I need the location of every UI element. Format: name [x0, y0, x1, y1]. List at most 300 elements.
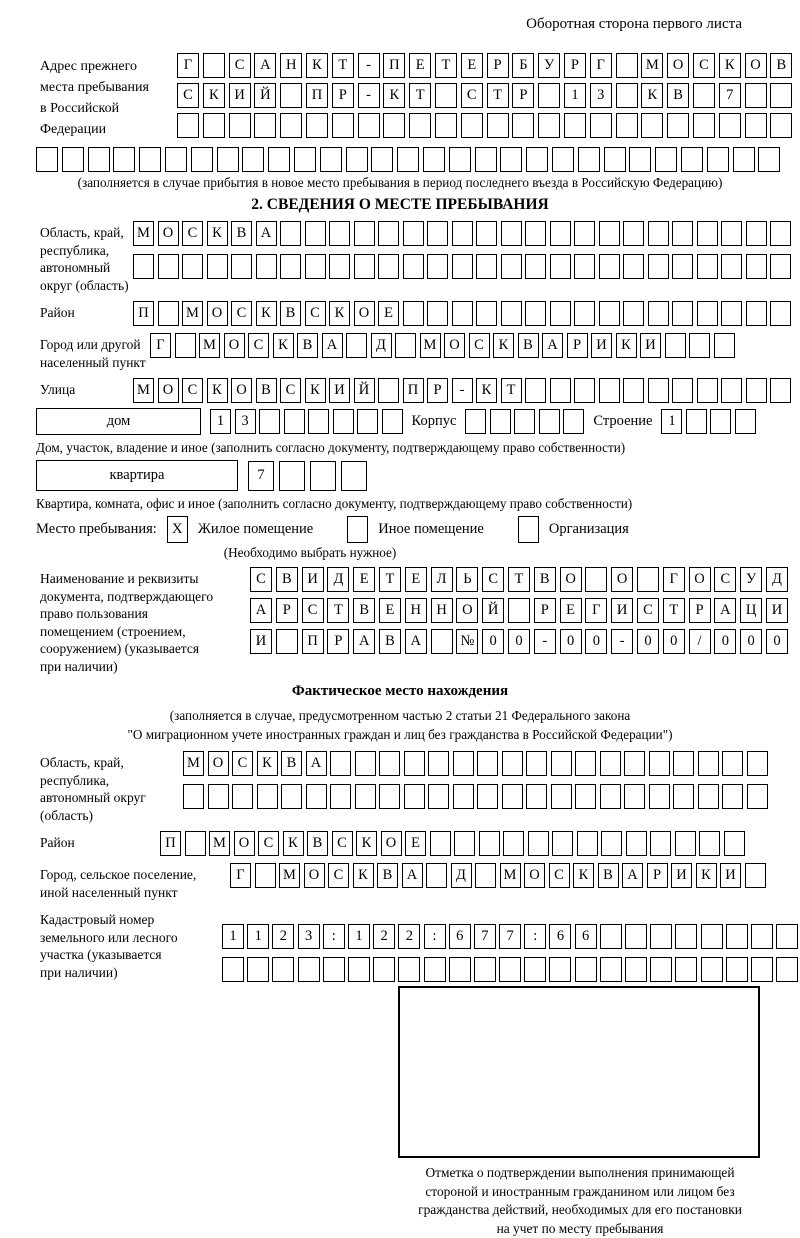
char-box[interactable] [672, 221, 693, 246]
char-box[interactable] [379, 751, 400, 776]
char-box[interactable] [465, 409, 486, 434]
char-box[interactable]: Е [378, 301, 399, 326]
char-box[interactable]: Н [280, 53, 302, 78]
char-box[interactable] [698, 784, 719, 809]
char-box[interactable] [501, 221, 522, 246]
char-box[interactable]: К [283, 831, 304, 856]
char-box[interactable] [721, 254, 742, 279]
char-box[interactable] [746, 301, 767, 326]
char-box[interactable] [697, 254, 718, 279]
char-box[interactable]: Т [379, 567, 401, 592]
char-box[interactable]: О [304, 863, 325, 888]
char-box[interactable] [357, 409, 378, 434]
char-box[interactable] [616, 83, 638, 108]
char-box[interactable] [525, 378, 546, 403]
char-box[interactable] [428, 751, 449, 776]
char-box[interactable] [746, 221, 767, 246]
char-box[interactable]: М [133, 378, 154, 403]
char-box[interactable]: 6 [575, 924, 597, 949]
char-box[interactable]: А [254, 53, 276, 78]
char-box[interactable] [222, 957, 244, 982]
char-box[interactable] [256, 254, 277, 279]
char-box[interactable]: 2 [373, 924, 395, 949]
char-box[interactable] [242, 147, 264, 172]
char-box[interactable]: А [405, 629, 427, 654]
char-box[interactable] [699, 831, 720, 856]
char-box[interactable] [404, 751, 425, 776]
char-box[interactable]: Й [482, 598, 504, 623]
char-box[interactable]: П [383, 53, 405, 78]
char-box[interactable] [203, 53, 225, 78]
char-box[interactable] [770, 254, 791, 279]
char-box[interactable]: К [719, 53, 741, 78]
char-box[interactable] [726, 924, 748, 949]
char-box[interactable]: Т [332, 53, 354, 78]
char-box[interactable] [378, 254, 399, 279]
char-box[interactable] [306, 784, 327, 809]
apartment-type-box[interactable]: квартира [36, 460, 238, 491]
char-box[interactable]: Л [431, 567, 453, 592]
char-box[interactable]: 7 [499, 924, 521, 949]
char-box[interactable] [681, 147, 703, 172]
char-box[interactable] [751, 957, 773, 982]
char-box[interactable] [341, 461, 367, 491]
char-box[interactable]: Т [663, 598, 685, 623]
char-box[interactable]: М [420, 333, 441, 358]
char-box[interactable] [745, 83, 767, 108]
char-box[interactable] [672, 378, 693, 403]
char-box[interactable] [625, 924, 647, 949]
char-box[interactable] [675, 924, 697, 949]
char-box[interactable] [398, 957, 420, 982]
char-box[interactable] [770, 113, 792, 138]
char-box[interactable]: Е [560, 598, 582, 623]
char-box[interactable]: И [766, 598, 788, 623]
char-box[interactable]: - [358, 83, 380, 108]
char-box[interactable]: В [598, 863, 619, 888]
char-box[interactable]: К [207, 378, 228, 403]
checkbox-dwelling[interactable]: X [167, 516, 188, 543]
char-box[interactable]: П [302, 629, 324, 654]
char-box[interactable] [551, 784, 572, 809]
char-box[interactable]: В [231, 221, 252, 246]
char-box[interactable]: Д [451, 863, 472, 888]
char-box[interactable] [397, 147, 419, 172]
char-box[interactable] [474, 957, 496, 982]
char-box[interactable]: - [358, 53, 380, 78]
char-box[interactable] [183, 784, 204, 809]
char-box[interactable] [453, 751, 474, 776]
char-box[interactable]: Р [276, 598, 298, 623]
char-box[interactable]: Р [534, 598, 556, 623]
char-box[interactable] [707, 147, 729, 172]
char-box[interactable] [501, 301, 522, 326]
char-box[interactable] [355, 751, 376, 776]
char-box[interactable]: С [182, 221, 203, 246]
char-box[interactable] [648, 301, 669, 326]
char-box[interactable] [435, 113, 457, 138]
char-box[interactable] [649, 751, 670, 776]
char-box[interactable] [185, 831, 206, 856]
char-box[interactable] [305, 254, 326, 279]
char-box[interactable]: Р [327, 629, 349, 654]
char-box[interactable] [308, 409, 329, 434]
char-box[interactable]: Д [327, 567, 349, 592]
char-box[interactable] [550, 378, 571, 403]
char-box[interactable]: С [232, 751, 253, 776]
char-box[interactable]: С [482, 567, 504, 592]
char-box[interactable] [177, 113, 199, 138]
char-box[interactable] [721, 221, 742, 246]
char-box[interactable]: Г [150, 333, 171, 358]
char-box[interactable]: Т [327, 598, 349, 623]
char-box[interactable] [452, 221, 473, 246]
char-box[interactable]: А [542, 333, 563, 358]
char-box[interactable]: Т [487, 83, 509, 108]
char-box[interactable] [403, 254, 424, 279]
char-box[interactable] [378, 221, 399, 246]
char-box[interactable]: К [641, 83, 663, 108]
char-box[interactable]: С [549, 863, 570, 888]
char-box[interactable]: Т [508, 567, 530, 592]
char-box[interactable] [454, 831, 475, 856]
char-box[interactable] [710, 409, 731, 434]
char-box[interactable] [697, 301, 718, 326]
char-box[interactable]: О [224, 333, 245, 358]
char-box[interactable] [371, 147, 393, 172]
char-box[interactable] [525, 221, 546, 246]
char-box[interactable] [431, 629, 453, 654]
char-box[interactable] [599, 221, 620, 246]
char-box[interactable] [427, 301, 448, 326]
char-box[interactable]: 3 [298, 924, 320, 949]
char-box[interactable] [403, 301, 424, 326]
char-box[interactable] [477, 784, 498, 809]
char-box[interactable] [229, 113, 251, 138]
char-box[interactable]: В [667, 83, 689, 108]
char-box[interactable] [673, 751, 694, 776]
char-box[interactable]: П [403, 378, 424, 403]
char-box[interactable]: О [560, 567, 582, 592]
char-box[interactable] [616, 53, 638, 78]
char-box[interactable] [604, 147, 626, 172]
char-box[interactable]: В [770, 53, 792, 78]
char-box[interactable] [623, 221, 644, 246]
char-box[interactable]: С [182, 378, 203, 403]
char-box[interactable]: С [637, 598, 659, 623]
char-box[interactable]: 0 [766, 629, 788, 654]
char-box[interactable]: О [158, 221, 179, 246]
char-box[interactable]: О [231, 378, 252, 403]
char-box[interactable] [650, 957, 672, 982]
char-box[interactable]: К [616, 333, 637, 358]
char-box[interactable]: А [306, 751, 327, 776]
char-box[interactable] [259, 409, 280, 434]
char-box[interactable]: П [306, 83, 328, 108]
char-box[interactable]: К [256, 301, 277, 326]
char-box[interactable] [701, 957, 723, 982]
char-box[interactable]: В [280, 301, 301, 326]
char-box[interactable] [722, 751, 743, 776]
char-box[interactable] [550, 221, 571, 246]
char-box[interactable] [139, 147, 161, 172]
char-box[interactable] [564, 113, 586, 138]
char-box[interactable] [403, 221, 424, 246]
char-box[interactable]: М [209, 831, 230, 856]
char-box[interactable]: Е [409, 53, 431, 78]
char-box[interactable] [475, 147, 497, 172]
char-box[interactable]: 1 [348, 924, 370, 949]
char-box[interactable] [574, 254, 595, 279]
char-box[interactable]: С [461, 83, 483, 108]
char-box[interactable] [452, 301, 473, 326]
char-box[interactable]: К [273, 333, 294, 358]
char-box[interactable] [623, 254, 644, 279]
char-box[interactable]: - [534, 629, 556, 654]
char-box[interactable]: О [456, 598, 478, 623]
char-box[interactable] [158, 301, 179, 326]
char-box[interactable] [191, 147, 213, 172]
char-box[interactable] [501, 254, 522, 279]
char-box[interactable] [551, 751, 572, 776]
char-box[interactable] [165, 147, 187, 172]
char-box[interactable]: М [641, 53, 663, 78]
char-box[interactable]: С [177, 83, 199, 108]
char-box[interactable] [751, 924, 773, 949]
char-box[interactable]: Р [647, 863, 668, 888]
char-box[interactable] [333, 409, 354, 434]
char-box[interactable]: 6 [449, 924, 471, 949]
char-box[interactable] [526, 784, 547, 809]
char-box[interactable] [182, 254, 203, 279]
char-box[interactable] [538, 83, 560, 108]
char-box[interactable] [549, 957, 571, 982]
char-box[interactable]: С [332, 831, 353, 856]
char-box[interactable] [698, 751, 719, 776]
char-box[interactable] [477, 751, 498, 776]
char-box[interactable]: : [524, 924, 546, 949]
char-box[interactable] [623, 378, 644, 403]
char-box[interactable]: И [229, 83, 251, 108]
char-box[interactable]: М [183, 751, 204, 776]
char-box[interactable] [373, 957, 395, 982]
char-box[interactable]: Е [353, 567, 375, 592]
char-box[interactable] [452, 254, 473, 279]
char-box[interactable] [667, 113, 689, 138]
char-box[interactable] [487, 113, 509, 138]
char-box[interactable]: Ц [740, 598, 762, 623]
char-box[interactable] [650, 831, 671, 856]
char-box[interactable] [746, 378, 767, 403]
char-box[interactable]: О [158, 378, 179, 403]
char-box[interactable] [247, 957, 269, 982]
char-box[interactable]: И [671, 863, 692, 888]
char-box[interactable]: 3 [590, 83, 612, 108]
char-box[interactable] [36, 147, 58, 172]
char-box[interactable] [254, 113, 276, 138]
char-box[interactable] [673, 784, 694, 809]
char-box[interactable]: Е [379, 598, 401, 623]
char-box[interactable] [538, 113, 560, 138]
char-box[interactable]: Г [230, 863, 251, 888]
char-box[interactable] [280, 113, 302, 138]
char-box[interactable]: Р [487, 53, 509, 78]
char-box[interactable]: П [133, 301, 154, 326]
char-box[interactable]: 6 [549, 924, 571, 949]
char-box[interactable]: К [207, 221, 228, 246]
char-box[interactable]: О [689, 567, 711, 592]
char-box[interactable] [650, 924, 672, 949]
char-box[interactable]: Г [590, 53, 612, 78]
char-box[interactable] [329, 221, 350, 246]
char-box[interactable]: Р [689, 598, 711, 623]
char-box[interactable] [383, 113, 405, 138]
char-box[interactable] [575, 957, 597, 982]
char-box[interactable]: С [231, 301, 252, 326]
char-box[interactable] [404, 784, 425, 809]
char-box[interactable]: И [329, 378, 350, 403]
char-box[interactable] [575, 751, 596, 776]
char-box[interactable] [697, 378, 718, 403]
char-box[interactable] [746, 254, 767, 279]
char-box[interactable] [649, 784, 670, 809]
char-box[interactable] [525, 254, 546, 279]
char-box[interactable] [574, 378, 595, 403]
char-box[interactable] [503, 831, 524, 856]
char-box[interactable]: С [280, 378, 301, 403]
char-box[interactable] [770, 83, 792, 108]
char-box[interactable] [601, 831, 622, 856]
char-box[interactable] [758, 147, 780, 172]
char-box[interactable]: С [302, 598, 324, 623]
char-box[interactable] [476, 254, 497, 279]
char-box[interactable] [735, 409, 756, 434]
char-box[interactable] [453, 784, 474, 809]
char-box[interactable] [476, 221, 497, 246]
char-box[interactable]: В [379, 629, 401, 654]
char-box[interactable]: И [591, 333, 612, 358]
char-box[interactable]: К [356, 831, 377, 856]
char-box[interactable]: К [305, 378, 326, 403]
char-box[interactable] [641, 113, 663, 138]
char-box[interactable] [745, 113, 767, 138]
char-box[interactable]: С [229, 53, 251, 78]
char-box[interactable]: Г [585, 598, 607, 623]
char-box[interactable]: М [133, 221, 154, 246]
char-box[interactable]: И [302, 567, 324, 592]
char-box[interactable]: С [250, 567, 272, 592]
char-box[interactable] [770, 221, 791, 246]
char-box[interactable] [745, 863, 766, 888]
char-box[interactable]: В [256, 378, 277, 403]
char-box[interactable]: О [444, 333, 465, 358]
char-box[interactable] [329, 254, 350, 279]
char-box[interactable]: Б [512, 53, 534, 78]
char-box[interactable]: О [611, 567, 633, 592]
char-box[interactable] [599, 254, 620, 279]
char-box[interactable]: М [279, 863, 300, 888]
char-box[interactable]: Й [354, 378, 375, 403]
char-box[interactable] [625, 957, 647, 982]
char-box[interactable]: 2 [398, 924, 420, 949]
char-box[interactable]: С [305, 301, 326, 326]
char-box[interactable] [395, 333, 416, 358]
char-box[interactable]: М [199, 333, 220, 358]
char-box[interactable]: У [740, 567, 762, 592]
char-box[interactable] [323, 957, 345, 982]
char-box[interactable]: : [424, 924, 446, 949]
char-box[interactable]: С [469, 333, 490, 358]
char-box[interactable] [133, 254, 154, 279]
char-box[interactable] [279, 461, 305, 491]
char-box[interactable] [733, 147, 755, 172]
char-box[interactable]: А [622, 863, 643, 888]
char-box[interactable] [600, 957, 622, 982]
char-box[interactable] [590, 113, 612, 138]
char-box[interactable]: - [452, 378, 473, 403]
char-box[interactable]: 7 [248, 461, 274, 491]
char-box[interactable] [502, 751, 523, 776]
char-box[interactable]: Р [567, 333, 588, 358]
char-box[interactable] [427, 221, 448, 246]
checkbox-other-premises[interactable] [347, 516, 368, 543]
char-box[interactable] [539, 409, 560, 434]
char-box[interactable] [665, 333, 686, 358]
char-box[interactable]: К [203, 83, 225, 108]
char-box[interactable] [427, 254, 448, 279]
char-box[interactable]: В [281, 751, 302, 776]
char-box[interactable]: А [353, 629, 375, 654]
char-box[interactable] [461, 113, 483, 138]
char-box[interactable] [175, 333, 196, 358]
char-box[interactable]: - [611, 629, 633, 654]
char-box[interactable] [310, 461, 336, 491]
char-box[interactable]: Е [405, 567, 427, 592]
char-box[interactable] [689, 333, 710, 358]
char-box[interactable]: 7 [474, 924, 496, 949]
char-box[interactable] [268, 147, 290, 172]
char-box[interactable]: 2 [272, 924, 294, 949]
char-box[interactable]: О [381, 831, 402, 856]
char-box[interactable]: С [693, 53, 715, 78]
char-box[interactable] [502, 784, 523, 809]
char-box[interactable]: К [383, 83, 405, 108]
char-box[interactable]: 1 [222, 924, 244, 949]
char-box[interactable] [508, 598, 530, 623]
char-box[interactable] [526, 147, 548, 172]
char-box[interactable]: В [353, 598, 375, 623]
char-box[interactable]: : [323, 924, 345, 949]
char-box[interactable]: О [667, 53, 689, 78]
char-box[interactable] [280, 254, 301, 279]
char-box[interactable] [354, 221, 375, 246]
char-box[interactable] [600, 751, 621, 776]
char-box[interactable] [426, 863, 447, 888]
char-box[interactable] [207, 254, 228, 279]
char-box[interactable]: О [207, 301, 228, 326]
char-box[interactable]: В [276, 567, 298, 592]
char-box[interactable]: 1 [661, 409, 682, 434]
char-box[interactable] [257, 784, 278, 809]
char-box[interactable] [770, 378, 791, 403]
char-box[interactable] [574, 301, 595, 326]
char-box[interactable] [552, 831, 573, 856]
char-box[interactable] [499, 957, 521, 982]
char-box[interactable] [747, 751, 768, 776]
char-box[interactable]: 0 [740, 629, 762, 654]
char-box[interactable] [577, 831, 598, 856]
char-box[interactable]: Е [461, 53, 483, 78]
